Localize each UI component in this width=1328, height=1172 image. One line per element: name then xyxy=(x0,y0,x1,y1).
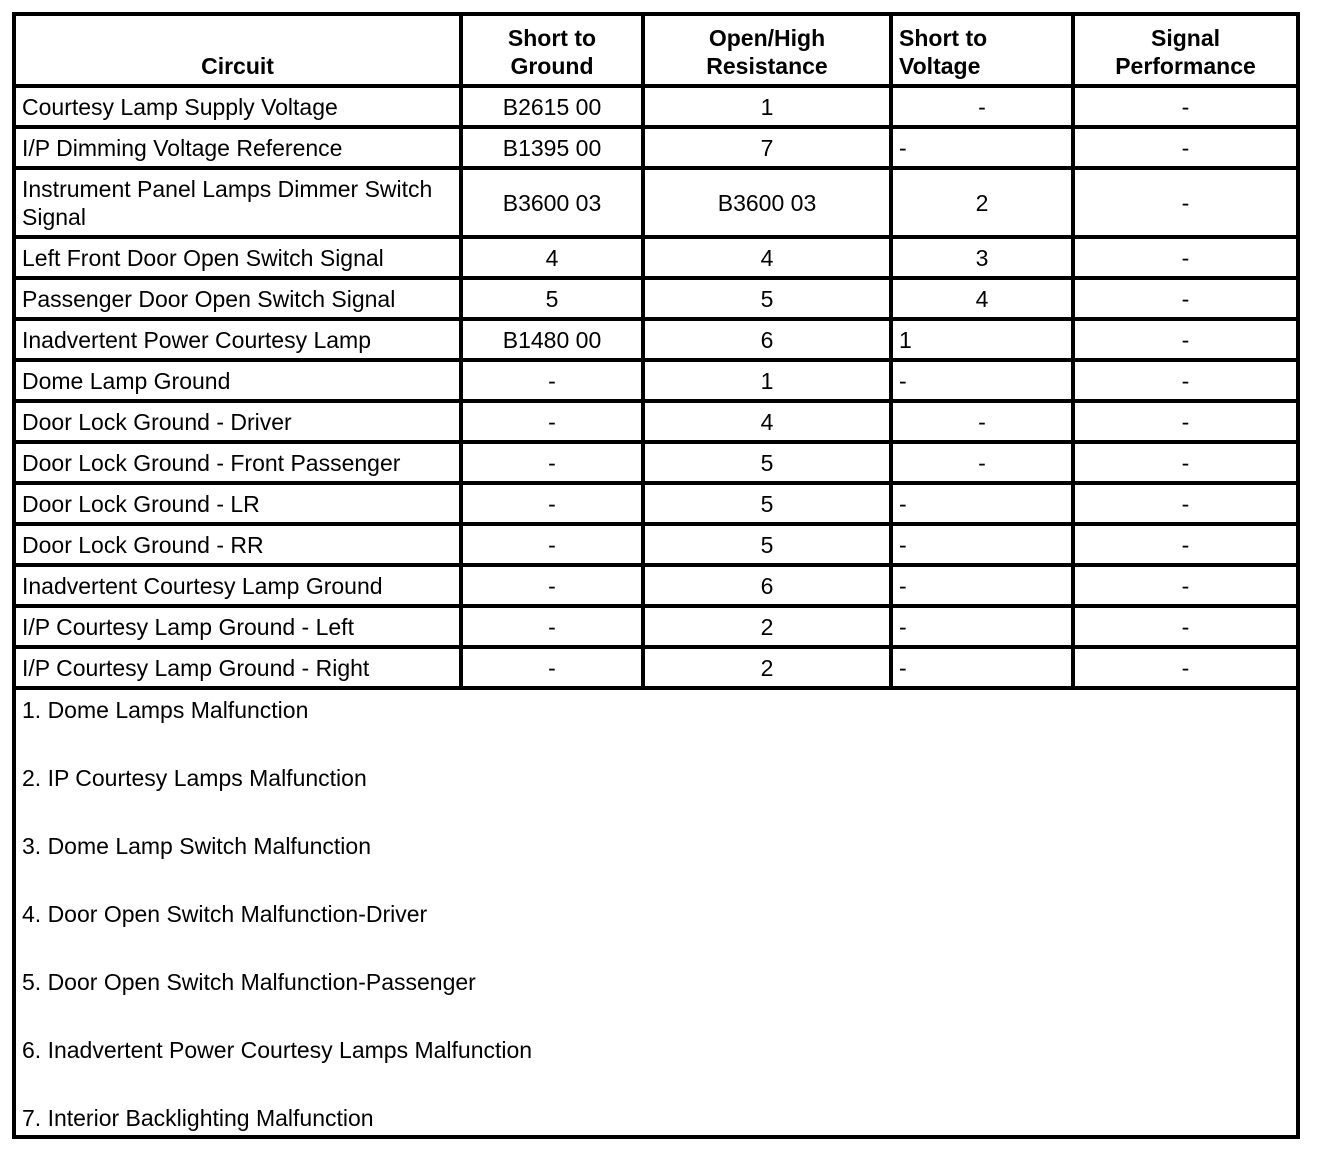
cell-short-to-ground: - xyxy=(461,565,643,606)
header-open-high-resistance: Open/High Resistance xyxy=(643,16,891,86)
cell-short-to-ground: 4 xyxy=(461,237,643,278)
footnote-item: 6. Inadvertent Power Courtesy Lamps Malfunction xyxy=(22,1037,533,1063)
table-row xyxy=(16,360,1296,401)
cell-open-high-resistance: 1 xyxy=(643,360,891,401)
cell-signal-performance: - xyxy=(1073,565,1296,606)
cell-signal-performance: - xyxy=(1073,442,1296,483)
header-signal-performance: Signal Performance xyxy=(1073,16,1296,86)
table-row xyxy=(16,127,1296,168)
cell-short-to-ground: B1395 00 xyxy=(461,127,643,168)
cell-circuit: Inadvertent Courtesy Lamp Ground xyxy=(16,565,461,606)
table-row xyxy=(16,442,1296,483)
table-row xyxy=(16,401,1296,442)
cell-short-to-ground: - xyxy=(461,401,643,442)
cell-circuit: Inadvertent Power Courtesy Lamp xyxy=(16,319,461,360)
cell-short-to-ground: - xyxy=(461,483,643,524)
cell-short-to-voltage: - xyxy=(891,647,1073,688)
table-row xyxy=(16,483,1296,524)
table-row xyxy=(16,647,1296,688)
dtc-symptom-table xyxy=(12,12,1300,1139)
cell-signal-performance: - xyxy=(1073,127,1296,168)
cell-circuit: I/P Courtesy Lamp Ground - Left xyxy=(16,606,461,647)
cell-short-to-voltage: - xyxy=(891,524,1073,565)
cell-short-to-voltage: - xyxy=(891,401,1073,442)
table-row xyxy=(16,237,1296,278)
cell-short-to-voltage: 2 xyxy=(891,168,1073,237)
cell-short-to-ground: B1480 00 xyxy=(461,319,643,360)
cell-short-to-voltage: 1 xyxy=(891,319,1073,360)
cell-circuit: Courtesy Lamp Supply Voltage xyxy=(16,86,461,127)
cell-short-to-ground: - xyxy=(461,360,643,401)
cell-circuit: Passenger Door Open Switch Signal xyxy=(16,278,461,319)
cell-short-to-ground: - xyxy=(461,647,643,688)
cell-open-high-resistance: 5 xyxy=(643,524,891,565)
cell-signal-performance: - xyxy=(1073,524,1296,565)
footnote-item: 4. Door Open Switch Malfunction-Driver xyxy=(22,901,428,927)
table-row xyxy=(16,565,1296,606)
table-row xyxy=(16,168,1296,237)
cell-circuit: Instrument Panel Lamps Dimmer Switch Signal xyxy=(16,168,461,237)
cell-short-to-voltage: 4 xyxy=(891,278,1073,319)
cell-short-to-ground: B3600 03 xyxy=(461,168,643,237)
cell-short-to-ground: - xyxy=(461,606,643,647)
cell-short-to-ground: B2615 00 xyxy=(461,86,643,127)
cell-circuit: Door Lock Ground - LR xyxy=(16,483,461,524)
cell-short-to-voltage: 3 xyxy=(891,237,1073,278)
cell-open-high-resistance: 7 xyxy=(643,127,891,168)
header-short-to-ground: Short to Ground xyxy=(461,16,643,86)
footnote-item: 2. IP Courtesy Lamps Malfunction xyxy=(22,765,367,791)
table-row xyxy=(16,319,1296,360)
cell-signal-performance: - xyxy=(1073,647,1296,688)
cell-open-high-resistance: 5 xyxy=(643,442,891,483)
cell-open-high-resistance: 2 xyxy=(643,647,891,688)
cell-signal-performance: - xyxy=(1073,237,1296,278)
cell-short-to-ground: - xyxy=(461,442,643,483)
cell-open-high-resistance: 6 xyxy=(643,319,891,360)
circuit-table xyxy=(16,16,1296,690)
footnote-item: 3. Dome Lamp Switch Malfunction xyxy=(22,833,371,859)
cell-circuit: I/P Courtesy Lamp Ground - Right xyxy=(16,647,461,688)
cell-short-to-voltage: - xyxy=(891,565,1073,606)
cell-short-to-voltage: - xyxy=(891,483,1073,524)
cell-open-high-resistance: 1 xyxy=(643,86,891,127)
cell-circuit: Left Front Door Open Switch Signal xyxy=(16,237,461,278)
cell-circuit: Door Lock Ground - RR xyxy=(16,524,461,565)
cell-signal-performance: - xyxy=(1073,168,1296,237)
table-row xyxy=(16,278,1296,319)
cell-short-to-ground: - xyxy=(461,524,643,565)
cell-open-high-resistance: 5 xyxy=(643,483,891,524)
cell-circuit: Door Lock Ground - Driver xyxy=(16,401,461,442)
cell-open-high-resistance: 4 xyxy=(643,401,891,442)
cell-signal-performance: - xyxy=(1073,606,1296,647)
header-short-to-voltage: Short to Voltage xyxy=(891,16,1073,86)
cell-signal-performance: - xyxy=(1073,86,1296,127)
table-row xyxy=(16,606,1296,647)
footnotes xyxy=(16,690,1296,1172)
cell-circuit: I/P Dimming Voltage Reference xyxy=(16,127,461,168)
footnote-item: 5. Door Open Switch Malfunction-Passenger xyxy=(22,969,476,995)
cell-open-high-resistance: B3600 03 xyxy=(643,168,891,237)
cell-open-high-resistance: 4 xyxy=(643,237,891,278)
cell-short-to-voltage: - xyxy=(891,606,1073,647)
cell-open-high-resistance: 6 xyxy=(643,565,891,606)
cell-signal-performance: - xyxy=(1073,360,1296,401)
cell-signal-performance: - xyxy=(1073,483,1296,524)
footnote-item: 1. Dome Lamps Malfunction xyxy=(22,697,309,723)
cell-short-to-voltage: - xyxy=(891,442,1073,483)
cell-signal-performance: - xyxy=(1073,401,1296,442)
cell-short-to-ground: 5 xyxy=(461,278,643,319)
footnote-item: 7. Interior Backlighting Malfunction xyxy=(22,1105,374,1131)
table-row xyxy=(16,524,1296,565)
cell-open-high-resistance: 2 xyxy=(643,606,891,647)
cell-circuit: Dome Lamp Ground xyxy=(16,360,461,401)
cell-open-high-resistance: 5 xyxy=(643,278,891,319)
cell-short-to-voltage: - xyxy=(891,127,1073,168)
header-circuit: Circuit xyxy=(16,16,461,86)
header-row xyxy=(16,16,1296,86)
cell-short-to-voltage: - xyxy=(891,360,1073,401)
cell-short-to-voltage: - xyxy=(891,86,1073,127)
cell-signal-performance: - xyxy=(1073,319,1296,360)
cell-signal-performance: - xyxy=(1073,278,1296,319)
cell-circuit: Door Lock Ground - Front Passenger xyxy=(16,442,461,483)
table-row xyxy=(16,86,1296,127)
